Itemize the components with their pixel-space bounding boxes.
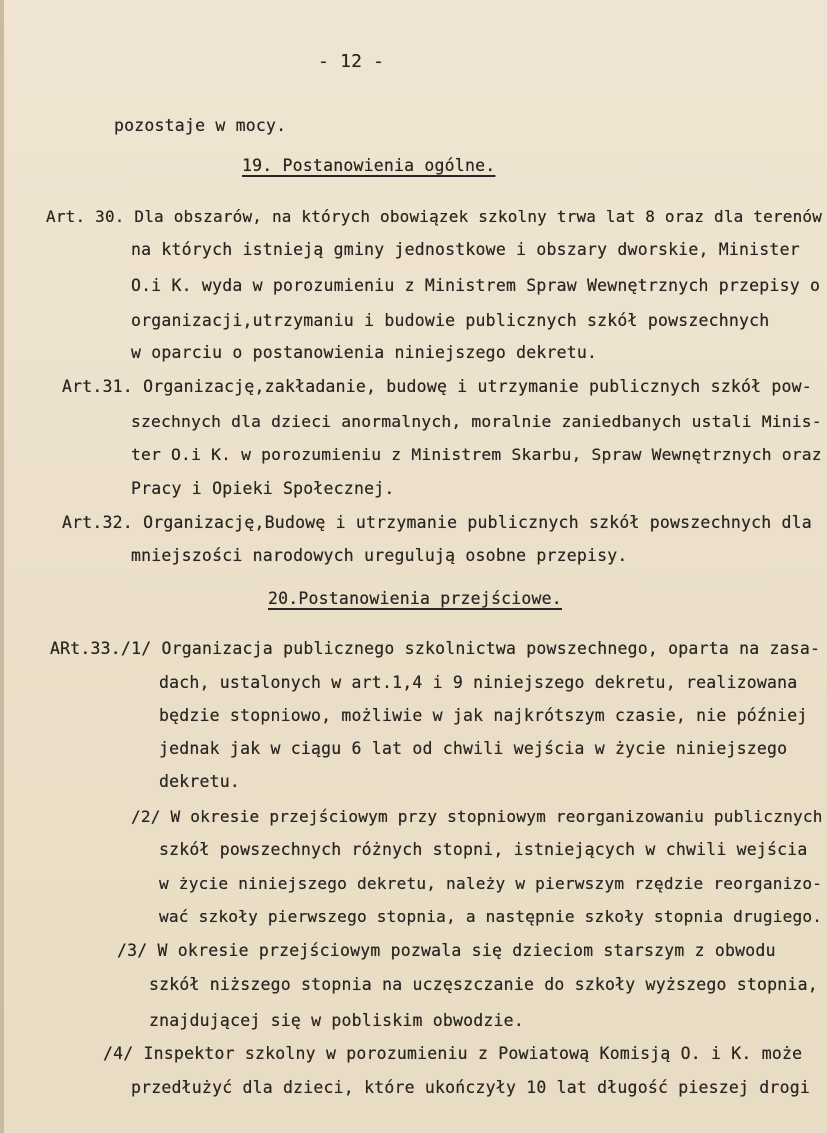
text-line: szechnych dla dzieci anormalnych, moralnie zaniedbanych ustali Minis- <box>131 412 822 431</box>
text-line: Pracy i Opieki Społecznej. <box>131 479 395 498</box>
text-line: dekretu. <box>159 772 241 791</box>
text-line: organizacji,utrzymaniu i budowie publicznych szkół powszechnych <box>131 311 770 330</box>
text-line: mniejszości narodowych uregulują osobne przepisy. <box>131 546 628 565</box>
page-number: - 12 - <box>318 51 385 72</box>
paragraph-3-line: /3/ W okresie przejściowym pozwala się dzieciom starszym z obwodu <box>117 941 776 960</box>
section-heading: 20.Postanowienia przejściowe. <box>268 589 562 608</box>
text-line: O.i K. wyda w porozumieniu z Ministrem Spraw Wewnętrznych przepisy o <box>131 276 821 295</box>
article-33-line: ARt.33./1/ Organizacja publicznego szkolnictwa powszechnego, oparta na zasa- <box>50 639 821 658</box>
text-line: pozostaje w mocy. <box>114 116 287 135</box>
text-line: będzie stopniowo, możliwie w jak najkrótszym czasie, nie później <box>159 706 808 725</box>
text-line: dach, ustalonych w art.1,4 i 9 niniejszego dekretu, realizowana <box>159 673 798 692</box>
text-line: przedłużyć dla dzieci, które ukończyły 10 lat długość pieszej drogi <box>131 1078 810 1097</box>
text-line: w oparciu o postanowienia niniejszego dekretu. <box>131 343 598 362</box>
text-line: znajdującej się w pobliskim obwodzie. <box>149 1011 524 1030</box>
page-edge <box>0 0 4 1133</box>
text-line: jednak jak w ciągu 6 lat od chwili wejścia w życie niniejszego <box>159 739 788 758</box>
text-line: w życie niniejszego dekretu, należy w pierwszym rzędzie reorganizo- <box>159 874 823 893</box>
text-line: szkół powszechnych różnych stopni, istniejących w chwili wejścia <box>159 840 808 859</box>
paragraph-4-line: /4/ Inspektor szkolny w porozumieniu z Powiatową Komisją O. i K. może <box>103 1044 803 1063</box>
section-heading: 19. Postanowienia ogólne. <box>242 156 496 175</box>
text-line: wać szkoły pierwszego stopnia, a następnie szkoły stopnia drugiego. <box>159 907 823 926</box>
text-line: ter O.i K. w porozumieniu z Ministrem Skarbu, Spraw Wewnętrznych oraz <box>131 445 822 464</box>
article-31-line: Art.31. Organizację,zakładanie, budowę i utrzymanie publicznych szkół pow- <box>62 377 812 396</box>
text-line: na których istnieją gminy jednostkowe i obszary dworskie, Minister <box>131 240 800 259</box>
paragraph-2-line: /2/ W okresie przejściowym przy stopniowym reorganizowaniu publicznych <box>131 807 823 826</box>
article-32-line: Art.32. Organizację,Budowę i utrzymanie publicznych szkół powszechnych dla <box>62 513 812 532</box>
article-30-line: Art. 30. Dla obszarów, na których obowiązek szkolny trwa lat 8 oraz dla terenów <box>46 207 823 226</box>
text-line: szkół niższego stopnia na uczęszczanie do szkoły wyższego stopnia, <box>149 975 818 994</box>
